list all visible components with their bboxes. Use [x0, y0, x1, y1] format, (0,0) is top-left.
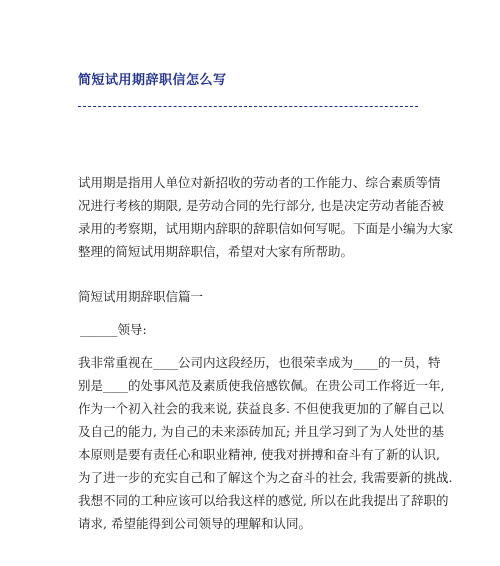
- letter-line: 本原则是要有责任心和职业精神, 使我对拼搏和奋斗有了新的认识,: [78, 447, 440, 462]
- letter-line: 为了进一步的充实自己和了解这个为之奋斗的社会, 我需要新的挑战.: [78, 470, 453, 485]
- intro-line: 况进行考核的期限, 是劳动合同的先行部分, 也是决定劳动者能否被: [78, 198, 444, 213]
- title-divider: [78, 106, 418, 107]
- letter-line: 我想不同的工种应该可以给我这样的感觉, 所以在此我提出了辞职的: [78, 493, 449, 508]
- letter-line: 请求, 希望能得到公司领导的理解和认同。: [78, 516, 311, 531]
- letter-line: 作为一个初入社会的我来说, 获益良多. 不但使我更加的了解自己以: [78, 401, 444, 416]
- section-heading: 简短试用期辞职信篇一: [78, 289, 204, 304]
- letter-line: 及自己的能力, 为自己的未来添砖加瓦; 并且学习到了为人处世的基: [78, 424, 445, 439]
- letter-paragraph: [78, 351, 453, 535]
- intro-paragraph: [78, 171, 454, 263]
- intro-line: 整理的简短试用期辞职信，希望对大家有所帮助。: [78, 244, 354, 259]
- letter-line: 别是____的处事风范及素质使我倍感钦佩。在贵公司工作将近一年,: [78, 378, 445, 393]
- document-title: 简短试用期辞职信怎么写: [78, 73, 227, 88]
- intro-line: 试用期是指用人单位对新招收的劳动者的工作能力、综合素质等情: [78, 175, 441, 190]
- salutation: ______领导:: [80, 322, 147, 337]
- letter-line: 我非常重视在____公司内这段经历，也很荣幸成为____的一员，特: [78, 355, 441, 370]
- intro-line: 录用的考察期，试用期内辞职的辞职信如何写呢。下面是小编为大家: [78, 221, 454, 236]
